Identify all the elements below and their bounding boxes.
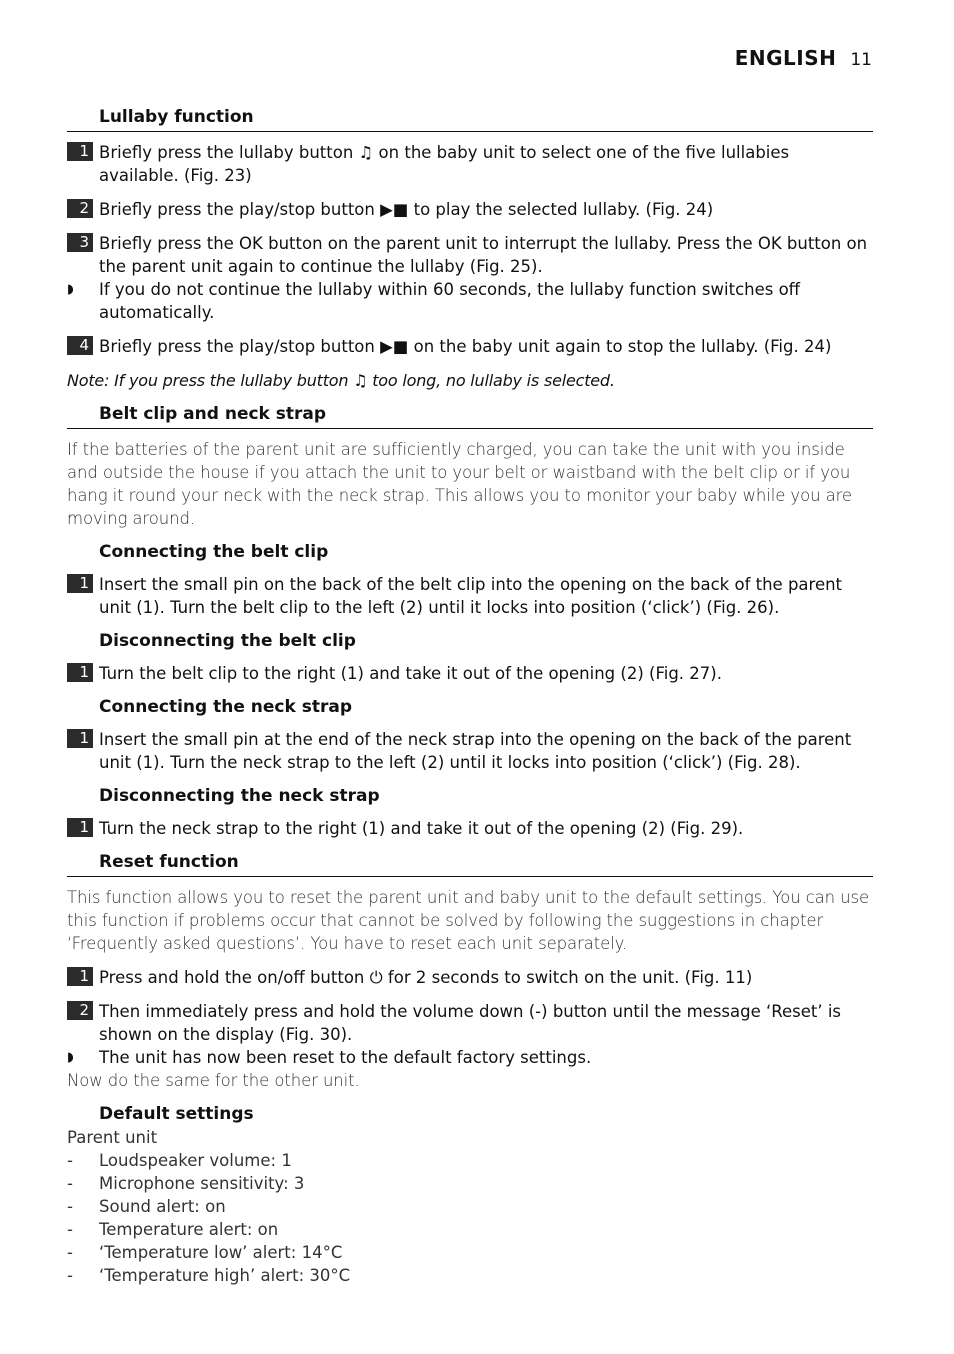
disconnect-belt-step-1 [67, 662, 873, 685]
step-number: 2 [67, 199, 93, 218]
step-text: Briefly press the play/stop button ▶■ on the baby unit again to stop the lullaby. (Fig. 24) [99, 337, 832, 356]
belt-neck-intro: If the batteries of the parent unit are sufficiently charged, you can take the unit with you inside and outside the house if you attach the unit to your belt or waistband with the belt clip or if you hang it round your neck with the neck strap. This allows you to monitor your baby while you are moving around. [67, 440, 852, 528]
reset-step-2 [67, 1000, 873, 1046]
heading-disconnecting-belt-clip: Disconnecting the belt clip [99, 631, 356, 651]
step-text: Briefly press the lullaby button ♫ on the baby unit to select one of the five lullabies available. (Fig. 23) [99, 143, 790, 185]
step-number: 4 [67, 336, 93, 355]
step-number: 2 [67, 1001, 93, 1020]
reset-intro: This function allows you to reset the parent unit and baby unit to the default settings. You can use this function if problems occur that cannot be solved by following the suggestions in chapter ‘Frequently asked questions’. You have to reset each unit separately. [67, 888, 870, 953]
heading-belt-clip-neck-strap: Belt clip and neck strap [67, 403, 873, 429]
connect-neck-step-1 [67, 728, 873, 774]
step-text: Press and hold the on/off button ⏻ for 2 seconds to switch on the unit. (Fig. 11) [99, 968, 753, 987]
default-item-1 [67, 1172, 873, 1195]
lullaby-result-3 [67, 278, 873, 324]
lullaby-step-3 [67, 232, 873, 278]
heading-lullaby-function: Lullaby function [67, 106, 873, 132]
page-content [67, 106, 873, 1287]
lullaby-step-1 [67, 141, 873, 187]
reset-after: Now do the same for the other unit. [67, 1071, 360, 1090]
dash-mark: - [67, 1197, 73, 1216]
reset-step-1 [67, 966, 873, 989]
page-number: 11 [850, 50, 872, 70]
step-text: Turn the belt clip to the right (1) and take it out of the opening (2) (Fig. 27). [99, 664, 722, 683]
default-item-5 [67, 1264, 873, 1287]
default-item-3 [67, 1218, 873, 1241]
step-number: 1 [67, 142, 93, 161]
step-number: 1 [67, 574, 93, 593]
result-bullet-icon: ◗ [67, 1050, 74, 1065]
heading-default-settings: Default settings [99, 1104, 254, 1124]
step-number: 1 [67, 663, 93, 682]
step-text: Turn the neck strap to the right (1) and take it out of the opening (2) (Fig. 29). [99, 819, 744, 838]
default-item-text: ‘Temperature low’ alert: 14°C [99, 1243, 343, 1262]
page-header [735, 46, 872, 70]
step-number: 1 [67, 967, 93, 986]
language-label: ENGLISH [734, 46, 837, 70]
default-item-text: ‘Temperature high’ alert: 30°C [99, 1266, 351, 1285]
step-number: 1 [67, 818, 93, 837]
default-parent-unit-label: Parent unit [67, 1128, 158, 1147]
step-text: Briefly press the play/stop button ▶■ to play the selected lullaby. (Fig. 24) [99, 200, 714, 219]
dash-mark: - [67, 1266, 73, 1285]
default-item-4 [67, 1241, 873, 1264]
default-item-text: Loudspeaker volume: 1 [99, 1151, 292, 1170]
heading-reset-function: Reset function [67, 851, 873, 877]
heading-connecting-belt-clip: Connecting the belt clip [99, 542, 329, 562]
default-item-text: Temperature alert: on [99, 1220, 279, 1239]
step-text: Then immediately press and hold the volume down (-) button until the message ‘Reset’ is shown on the display (Fig. 30). [99, 1002, 842, 1044]
step-number: 3 [67, 233, 93, 252]
step-text: Insert the small pin on the back of the belt clip into the opening on the back of the parent unit (1). Turn the belt clip to the left (2) until it locks into position (‘click’) (Fig. 26). [99, 575, 843, 617]
lullaby-note: Note: If you press the lullaby button ♫ too long, no lullaby is selected. [67, 371, 615, 390]
step-number: 1 [67, 729, 93, 748]
result-text: The unit has now been reset to the default factory settings. [99, 1048, 592, 1067]
result-text: If you do not continue the lullaby within 60 seconds, the lullaby function switches off automatically. [99, 280, 801, 322]
dash-mark: - [67, 1151, 73, 1170]
dash-mark: - [67, 1243, 73, 1262]
connect-belt-step-1 [67, 573, 873, 619]
lullaby-step-2 [67, 198, 873, 221]
lullaby-step-4 [67, 335, 873, 358]
default-item-text: Microphone sensitivity: 3 [99, 1174, 305, 1193]
dash-mark: - [67, 1174, 73, 1193]
default-item-text: Sound alert: on [99, 1197, 226, 1216]
step-text: Briefly press the OK button on the parent unit to interrupt the lullaby. Press the OK button on the parent unit again to continue the lullaby (Fig. 25). [99, 234, 868, 276]
heading-connecting-neck-strap: Connecting the neck strap [99, 697, 352, 717]
heading-disconnecting-neck-strap: Disconnecting the neck strap [99, 786, 380, 806]
disconnect-neck-step-1 [67, 817, 873, 840]
dash-mark: - [67, 1220, 73, 1239]
reset-result-2 [67, 1046, 873, 1069]
default-item-0 [67, 1149, 873, 1172]
result-bullet-icon: ◗ [67, 282, 74, 297]
step-text: Insert the small pin at the end of the neck strap into the opening on the back of the parent unit (1). Turn the neck strap to the left (2) until it locks into position (‘click’) (Fig. 28). [99, 730, 852, 772]
default-item-2 [67, 1195, 873, 1218]
